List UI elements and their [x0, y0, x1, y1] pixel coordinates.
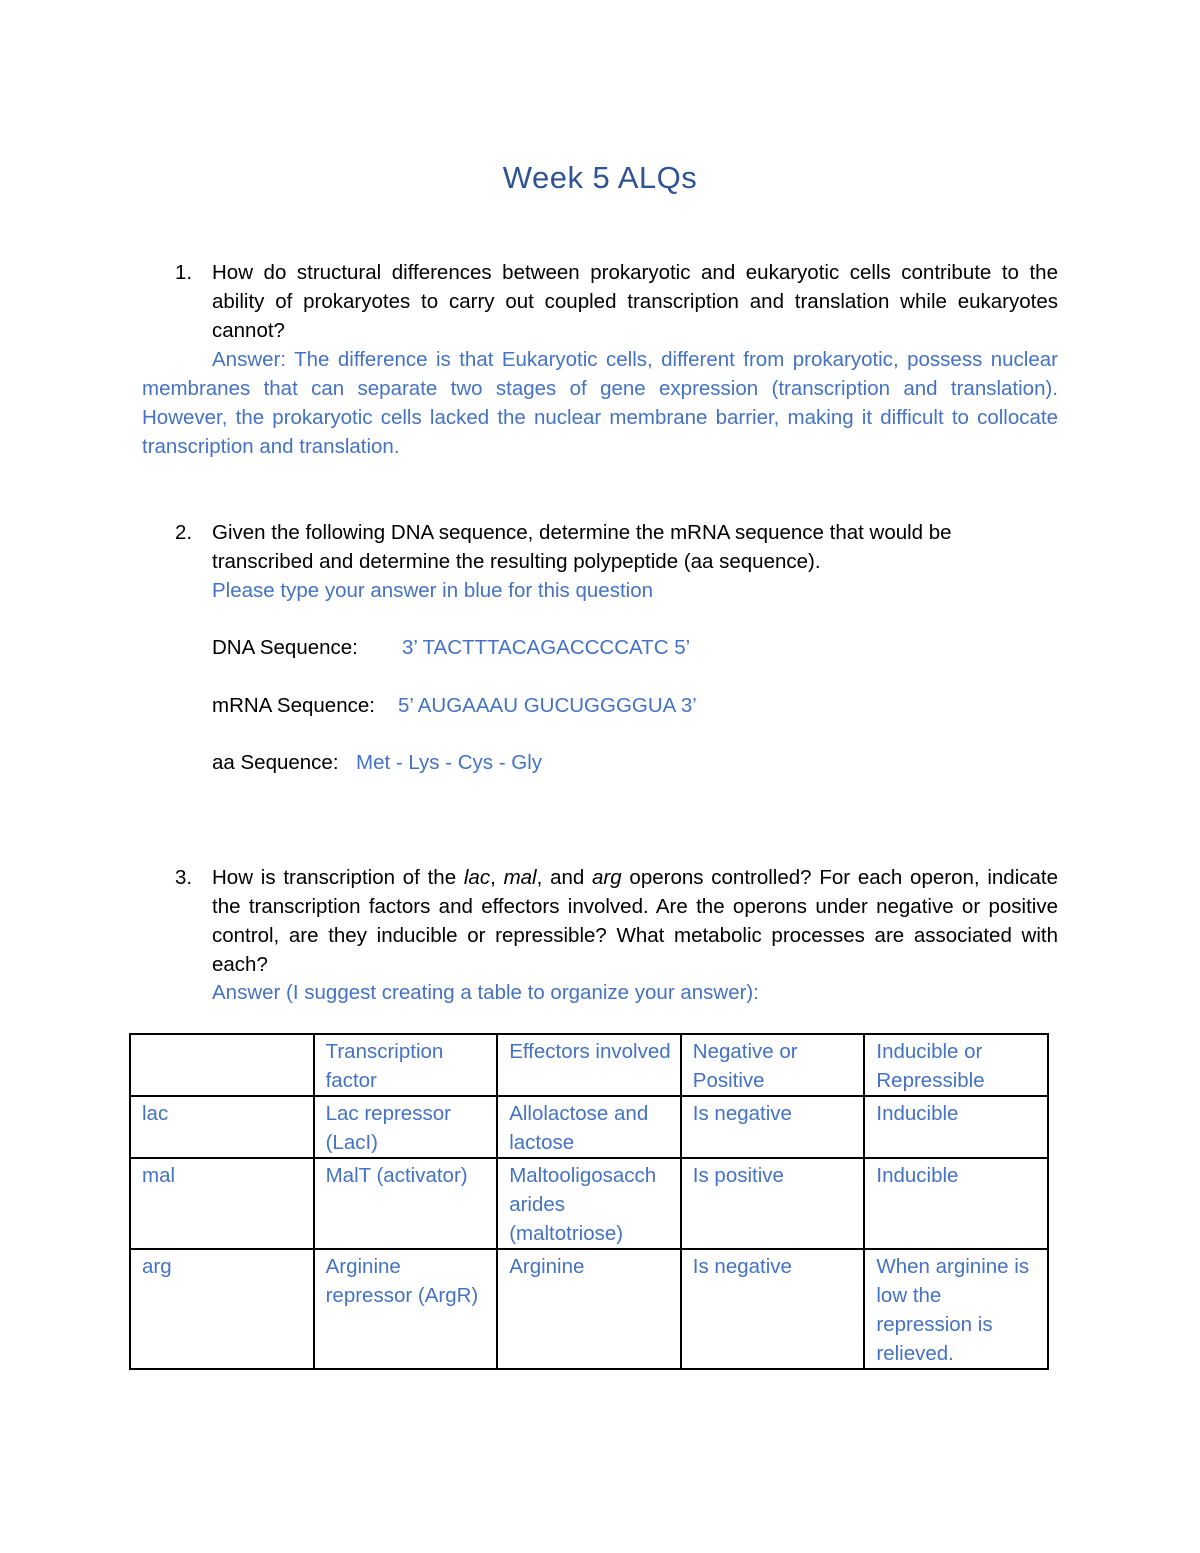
table-cell: MalT (activator)	[314, 1158, 498, 1249]
dna-sequence-line	[212, 633, 690, 662]
table-cell: lac	[130, 1096, 314, 1158]
page-title: Week 5 ALQs	[502, 160, 698, 195]
table-header-cell: Transcription factor	[314, 1034, 498, 1096]
question-text-part: , and	[536, 866, 593, 889]
question-text	[212, 863, 1058, 979]
table-header-row	[130, 1034, 1048, 1096]
table-row	[130, 1096, 1048, 1158]
dna-value: 3’ TACTTTACAGACCCCATC 5’	[402, 636, 691, 659]
table-header-cell: Inducible or Repressible	[864, 1034, 1048, 1096]
question-2-instruction: Please type your answer in blue for this question	[212, 579, 654, 602]
operon-lac: lac	[463, 866, 491, 889]
aa-value: Met - Lys - Cys - Gly	[356, 751, 543, 774]
question-text: Given the following DNA sequence, determine the mRNA sequence that would be transcribed and determine the resulting polypeptide (aa sequence).	[212, 521, 952, 573]
table-cell: Is negative	[681, 1096, 865, 1158]
table-row	[130, 1249, 1048, 1369]
question-1-answer: Answer: The difference is that Eukaryotic cells, different from prokaryotic, possess nuclear membranes that can separate two stages of gene expression (transcription and translation). However, the prokaryotic cells lacked the nuclear membrane barrier, making it difficult to collocate transcription and translation.	[142, 348, 1058, 458]
table-cell: Maltooligosacch arides (maltotriose)	[497, 1158, 681, 1249]
table-header-cell	[130, 1034, 314, 1096]
table-cell: mal	[130, 1158, 314, 1249]
table-cell: Inducible	[864, 1096, 1048, 1158]
question-text: How do structural differences between prokaryotic and eukaryotic cells contribute to the ability of prokaryotes to carry out coupled transcription and translation while eukaryotes cannot?	[212, 261, 1058, 342]
question-number: 1.	[175, 261, 193, 284]
question-text-part: operons controlled? For each operon, indicate the transcription factors and effectors involved. Are the operons under negative or positive control, are they inducible or repressible? What metabolic processes are associated with each?	[212, 866, 1058, 976]
aa-label: aa Sequence:	[212, 751, 339, 774]
question-text-part: How is transcription of the	[212, 866, 464, 889]
table-cell: arg	[130, 1249, 314, 1369]
question-text-part: ,	[490, 866, 504, 889]
mrna-sequence-line	[212, 691, 697, 720]
aa-sequence-line	[212, 748, 542, 777]
mrna-value: 5’ AUGAAAU GUCUGGGGUA 3’	[398, 694, 697, 717]
table-header-cell: Effectors involved	[497, 1034, 681, 1096]
table-cell: Arginine	[497, 1249, 681, 1369]
table-cell: Is negative	[681, 1249, 865, 1369]
table-cell: When arginine is low the repression is relieved.	[864, 1249, 1048, 1369]
operon-mal: mal	[503, 866, 537, 889]
question-number: 2.	[175, 521, 193, 544]
question-number: 3.	[175, 866, 193, 889]
table-cell: Is positive	[681, 1158, 865, 1249]
table-cell: Lac repressor (LacI)	[314, 1096, 498, 1158]
operon-arg: arg	[592, 866, 622, 889]
table-cell: Inducible	[864, 1158, 1048, 1249]
mrna-label: mRNA Sequence:	[212, 694, 375, 717]
operon-table	[129, 1033, 1049, 1370]
table-cell: Arginine repressor (ArgR)	[314, 1249, 498, 1369]
table-cell: Allolactose and lactose	[497, 1096, 681, 1158]
question-3-answer-intro: Answer (I suggest creating a table to organize your answer):	[212, 981, 759, 1004]
table-row	[130, 1158, 1048, 1249]
table-header-cell: Negative or Positive	[681, 1034, 865, 1096]
dna-label: DNA Sequence:	[212, 636, 358, 659]
